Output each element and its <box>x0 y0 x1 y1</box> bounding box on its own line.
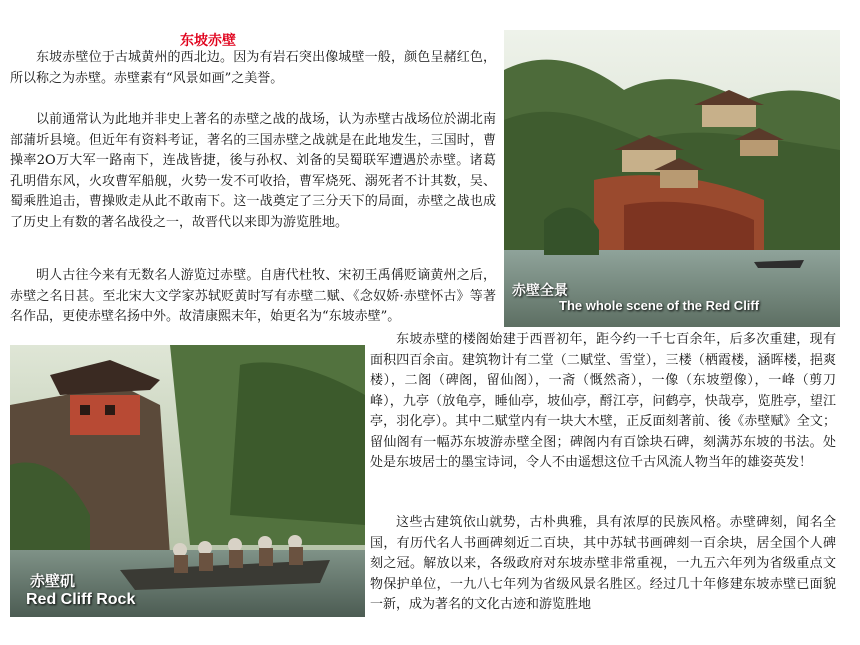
paragraph-visitors: 明人古往今来有无数名人游览过赤壁。自唐代杜牧、宋初王禹偁贬谪黄州之后，赤壁之名日甚。至北宋大文学家苏轼贬黄时写有赤壁二赋、《念奴娇·赤壁怀古》等著名作品，更使赤壁名扬中外。故清康熙末年，始更名为“东坡赤壁”。 <box>10 268 496 324</box>
red-cliff-panorama-photo <box>504 30 840 327</box>
panorama-caption-cn: 赤壁全景 <box>512 283 568 299</box>
red-cliff-rock-photo <box>10 345 365 617</box>
rock-caption-en: Red Cliff Rock <box>26 591 136 608</box>
panorama-caption-en: The whole scene of the Red Cliff <box>559 298 760 313</box>
page-title: 东坡赤壁 <box>180 33 236 49</box>
rock-caption-cn: 赤壁矶 <box>30 572 76 590</box>
paragraph-buildings: 东坡赤壁的楼阁始建于西晋初年，距今约一千七百余年，后多次重建，现有面积四百余亩。建筑物计有二堂（二赋堂、雪堂），三楼（栖霞楼，涵晖楼，挹爽楼），二阁（碑阁，留仙阁），一斋（慨然斋），一像（东坡塑像），一峰（剪刀峰），九亭（放龟亭，睡仙亭，坡仙亭，酹江亭，问鹤亭，快哉亭，览胜亭，望江亭，羽化亭）。其中二赋堂内有一块大木壁，正反面刻著前、後《赤壁赋》全文；留仙阁有一幅苏东坡游赤壁全图；碑阁内有百馀块石碑，刻满苏东坡的书法。处处是东坡居士的墨宝诗词，令人不由遥想这位千古风流人物当年的雄姿英发！ <box>370 332 836 470</box>
paragraph-architecture: 这些古建筑依山就势，古朴典雅，具有浓厚的民族风格。赤壁碑刻，闻名全国，有历代名人书画碑刻近二百块，其中苏轼书画碑刻一百余块，居全国个人碑刻之冠。解放以来，各级政府对东坡赤壁非常重视，一九五六年列为省级重点文物保护单位，一九八七年列为省级风景名胜区。经过几十年修建东坡赤壁已面貌一新，成为著名的文化古迹和游览胜地 <box>370 515 836 612</box>
paragraph-intro: 东坡赤壁位于古城黄州的西北边。因为有岩石突出像城壁一般，颜色呈赭红色，所以称之为赤壁。赤壁素有“风景如画”之美誉。 <box>10 50 496 86</box>
paragraph-battle: 以前通常认为此地并非史上著名的赤壁之战的战场，认为赤壁古战场位於湖北南部蒲圻县境。但近年有资料考证，著名的三国赤壁之战就是在此地发生，三国时，曹操率2O万大军一路南下，连战皆捷，後与孙权、刘备的吴蜀联军遭遇於赤壁。诸葛孔明借东风，火攻曹军船舰，火势一发不可收拾，曹军烧死、溺死者不计其数，吴、蜀乘胜追击，曹操败走从此不敢南下。这一战奠定了三分天下的局面，赤壁之战也成了历史上有数的著名战役之一，故晋代以来即为游览胜地。 <box>10 112 496 230</box>
